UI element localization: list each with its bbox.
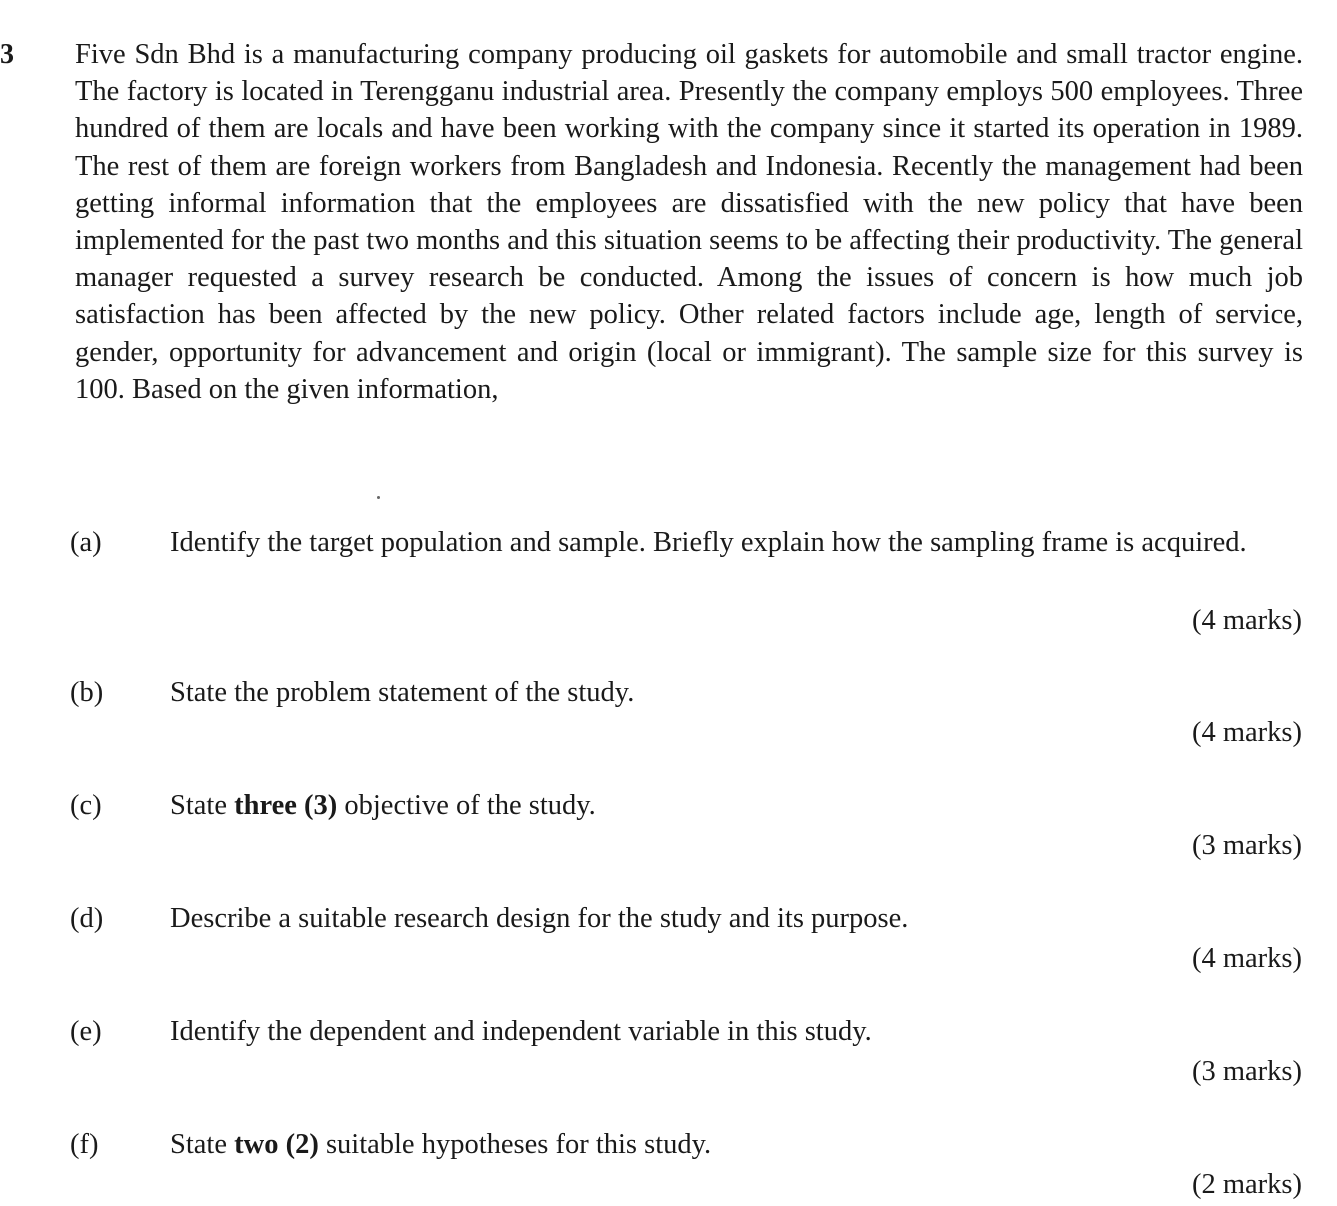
stray-mark [377, 496, 380, 499]
part-c-marks: (3 marks) [1191, 830, 1302, 861]
part-a-marks: (4 marks) [1191, 605, 1302, 636]
part-c-text-after: objective of the study. [337, 790, 596, 821]
part-f-text-before: State [170, 1129, 235, 1160]
part-c-text-before: State [170, 790, 235, 821]
part-d-text: Describe a suitable research design for the study and its purpose. [170, 903, 909, 934]
part-f-text-bold: two (2) [234, 1129, 319, 1160]
part-f [70, 1126, 1302, 1206]
part-f-text [170, 1126, 1300, 1163]
part-d [70, 900, 1302, 980]
part-e-text: Identify the dependent and independent variable in this study. [170, 1016, 872, 1047]
part-d-label: (d) [70, 903, 104, 934]
part-c-label: (c) [70, 790, 102, 821]
part-f-marks: (2 marks) [1191, 1169, 1302, 1200]
part-b-marks: (4 marks) [1191, 717, 1302, 748]
part-b-text: State the problem statement of the study. [170, 677, 635, 708]
part-d-marks: (4 marks) [1191, 943, 1302, 974]
part-e-marks: (3 marks) [1191, 1056, 1302, 1087]
part-a-label: (a) [70, 527, 102, 558]
part-b [70, 674, 1302, 754]
question-number: 3 [0, 39, 14, 70]
part-c-text [170, 787, 1300, 824]
part-e-label: (e) [70, 1016, 102, 1047]
part-c-text-bold: three (3) [234, 790, 338, 821]
question-intro: Five Sdn Bhd is a manufacturing company producing oil gaskets for automobile and small tractor engine. The factory is located in Terengganu industrial area. Presently the company employs 500 employees. Three hundred of them are locals and have been working with the company since it started its operation in 1989. The rest of them are foreign workers from Bangladesh and Indonesia. Recently the management had been getting informal information that the employees are dissatisfied with the new policy that have been implemented for the past two months and this situation seems to be affecting their productivity. The general manager requested a survey research be conducted. Among the issues of concern is how much job satisfaction has been affected by the new policy. Other related factors include age, length of service, gender, opportunity for advancement and origin (local or immigrant). The sample size for this survey is 100. Based on the given information, [75, 39, 1303, 405]
part-c [70, 787, 1302, 867]
part-a-text: Identify the target population and sample. Briefly explain how the sampling frame is acquired. [170, 527, 1247, 558]
part-f-label: (f) [70, 1129, 99, 1160]
part-e [70, 1013, 1302, 1093]
part-b-label: (b) [70, 677, 104, 708]
part-a [70, 524, 1302, 644]
part-f-text-after: suitable hypotheses for this study. [318, 1129, 712, 1160]
